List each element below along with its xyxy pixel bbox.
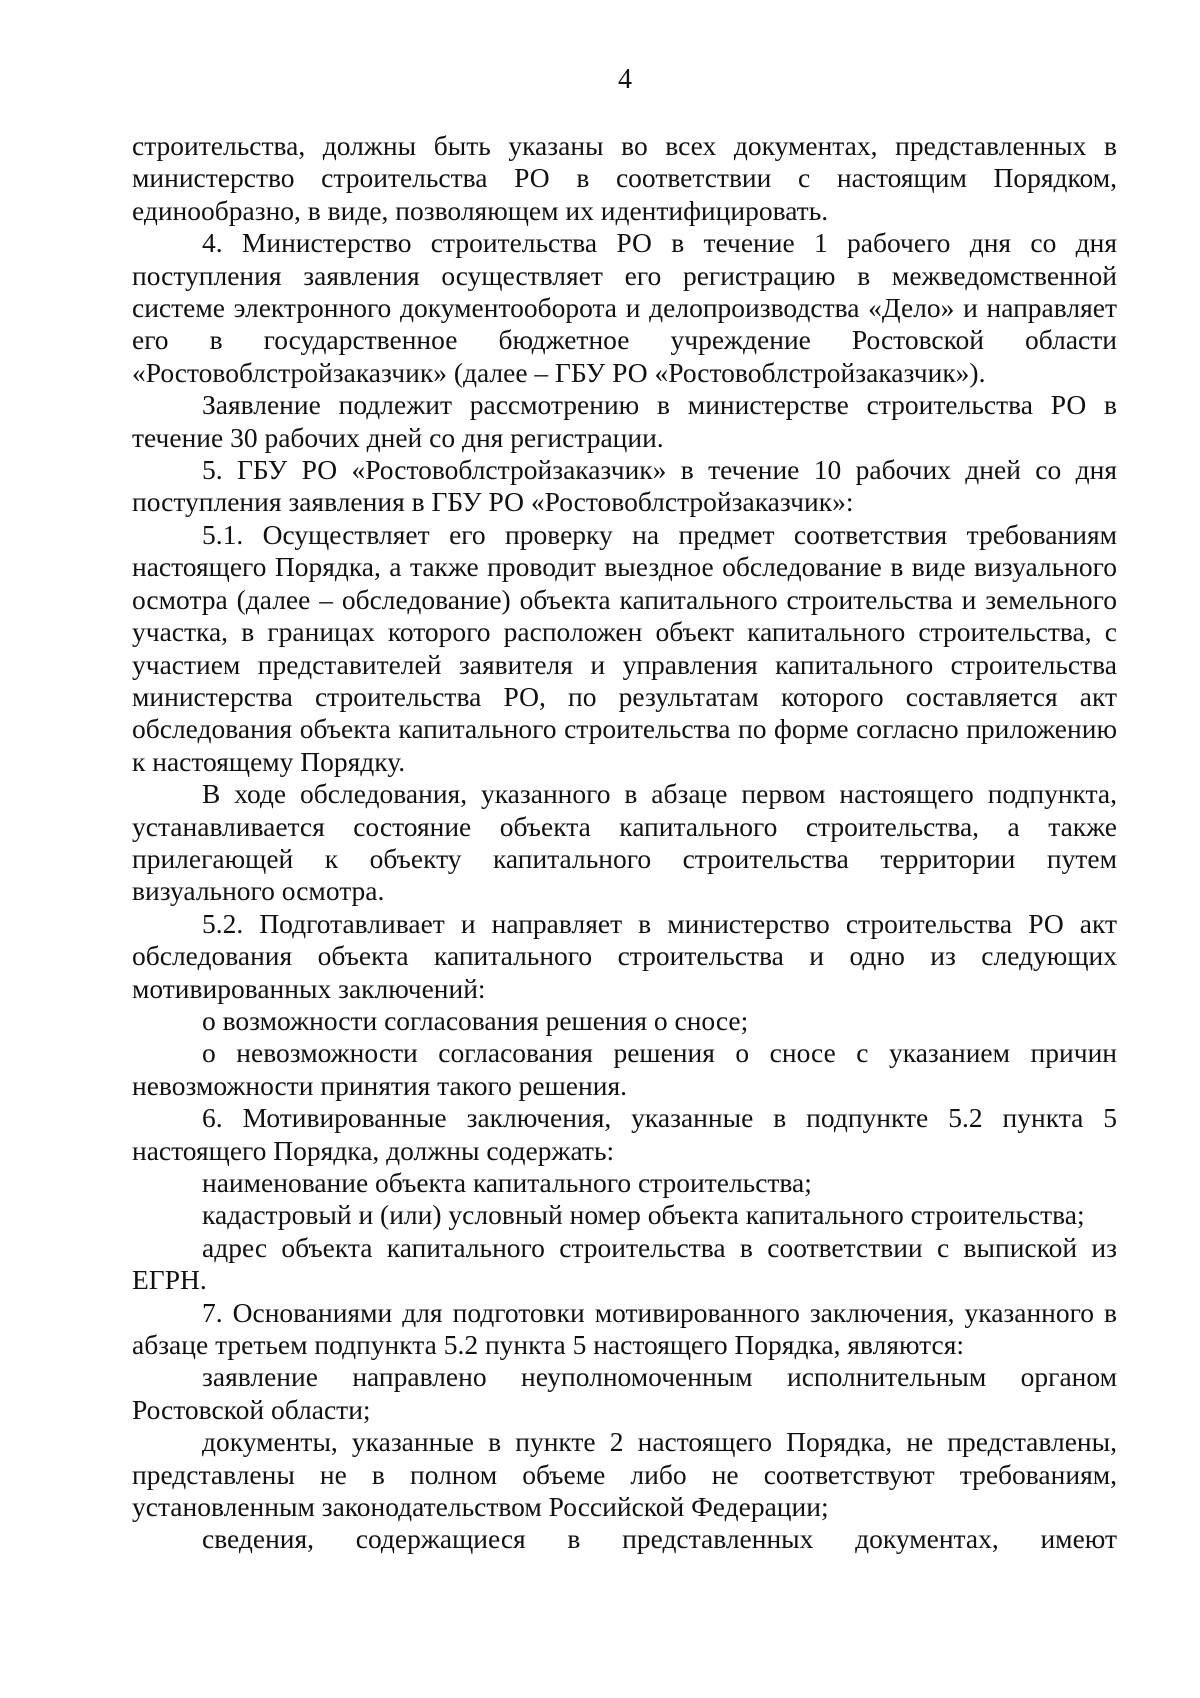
paragraph-item-4: 4. Министерство строительства РО в течение 1 рабочего дня со дня поступления заявления осуществляет его регистрацию в межведомственной системе электронного документооборота и делопроизводства «Дело» и направляет его в государственное бюджетное учреждение Ростовской области «Ростовоблстройзаказчик» (далее – ГБУ РО «Ростовоблстройзаказчик»). bbox=[132, 227, 1117, 388]
list-item-object-address: адрес объекта капитального строительства в соответствии с выпиской из ЕГРН. bbox=[132, 1231, 1117, 1296]
list-item-information-incomplete: сведения, содержащиеся в представленных документах, имеют bbox=[202, 1523, 1117, 1555]
list-item-cadastral-number: кадастровый и (или) условный номер объекта капитального строительства; bbox=[202, 1199, 1085, 1231]
list-item-object-name: наименование объекта капитального строительства; bbox=[202, 1167, 812, 1198]
list-item-unauthorized-body: заявление направлено неуполномоченным исполнительным органом Ростовской области; bbox=[132, 1361, 1117, 1425]
paragraph-continuation: строительства, должны быть указаны во всех документах, представленных в министерство строительства РО в соответствии с настоящим Порядком, единообразно, в виде, позволяющем их идентифицировать. bbox=[132, 130, 1117, 226]
page-number: 4 bbox=[618, 64, 632, 95]
paragraph-item-7: 7. Основаниями для подготовки мотивированного заключения, указанного в абзаце третьем подпункта 5.2 пункта 5 настоящего Порядка, являются: bbox=[132, 1296, 1117, 1361]
document-body bbox=[132, 130, 1117, 1556]
list-item-documents-missing: документы, указанные в пункте 2 настоящего Порядка, не представлены, представлены не в полном объеме либо не соответствуют требованиям, установленным законодательством Российской Федерации; bbox=[132, 1426, 1117, 1523]
paragraph-inspection-scope: В ходе обследования, указанного в абзаце первом настоящего подпункта, устанавливается состояние объекта капитального строительства, а также прилегающей к объекту капитального строительства территории путем визуального осмотра. bbox=[132, 778, 1117, 907]
paragraph-item-5-2: 5.2. Подготавливает и направляет в министерство строительства РО акт обследования объекта капитального строительства и одно из следующих мотивированных заключений: bbox=[132, 907, 1117, 1004]
paragraph-item-6: 6. Мотивированные заключения, указанные в подпункте 5.2 пункта 5 настоящего Порядка, должны содержать: bbox=[132, 1102, 1117, 1166]
paragraph-review-period: Заявление подлежит рассмотрению в министерстве строительства РО в течение 30 рабочих дней со дня регистрации. bbox=[132, 389, 1117, 453]
list-item-impossibility: о невозможности согласования решения о сносе с указанием причин невозможности принятия такого решения. bbox=[132, 1037, 1117, 1101]
paragraph-item-5-1: 5.1. Осуществляет его проверку на предмет соответствия требованиям настоящего Порядка, а также проводит выездное обследование в виде визуального осмотра (далее – обследование) объекта капитального строительства и земельного участка, в границах которого расположен объект капитального строительства, с участием представителей заявителя и управления капитального строительства министерства строительства РО, по результатам которого составляется акт обследования объекта капитального строительства по форме согласно приложению к настоящему Порядку. bbox=[132, 518, 1117, 777]
paragraph-item-5: 5. ГБУ РО «Ростовоблстройзаказчик» в течение 10 рабочих дней со дня поступления заявления в ГБУ РО «Ростовоблстройзаказчик»: bbox=[132, 454, 1117, 518]
list-item-possibility: о возможности согласования решения о сносе; bbox=[202, 1004, 749, 1036]
